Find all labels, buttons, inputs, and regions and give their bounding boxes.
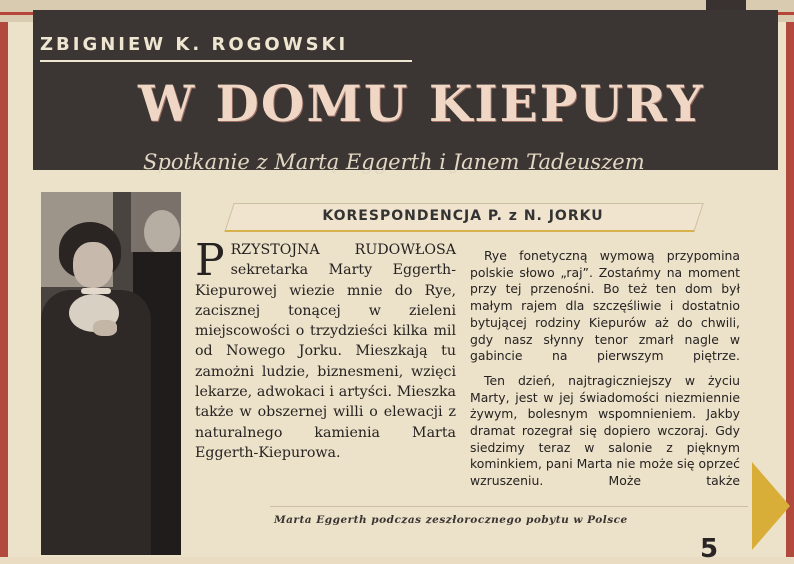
article-subtitle: Spotkanie z Martą Eggerth i Janem Tadeuszem <box>143 150 645 174</box>
top-dark-mark <box>706 0 746 10</box>
article-title: W DOMU KIEPURY <box>138 74 705 133</box>
caption-divider <box>270 506 748 507</box>
photo-hand <box>93 320 117 336</box>
left-red-border <box>0 22 8 557</box>
article-column-right <box>470 248 740 490</box>
drop-cap: P <box>195 235 225 286</box>
photo-caption: Marta Eggerth podczas zeszłorocznego pobytu w Polsce <box>274 514 628 526</box>
article-photo <box>41 192 181 555</box>
section-banner: KORESPONDENCJA P. z N. JORKU <box>322 208 604 224</box>
continue-arrow-icon <box>752 462 790 550</box>
article-column-left <box>195 235 456 463</box>
photo-woman-face <box>73 242 113 288</box>
author-name: ZBIGNIEW K. ROGOWSKI <box>40 34 349 55</box>
photo-man-head <box>144 210 180 254</box>
left-column-text: RZYSTOJNA RUDOWŁOSA sekretarka Marty Eggerth-Kiepurowej wiezie mnie do Rye, zacisznej tonącej w zieleni miejscowości o trzydzieści kilka mil od Nowego Jorku. Mieszkają tu zamożni ludzie, biznesmeni, wzięci lekarze, adwokaci i artyści. Mieszka także w obszernej willi o elewacji z naturalnego kamienia Marta Eggerth-Kiepurowa. <box>195 242 456 461</box>
author-underline <box>40 60 412 62</box>
right-column-paragraph-1: Rye fonetyczną wymową przypomina polskie słowo „raj”. Zostańmy na moment przy tej przenośni. Bo też ten dom był małym rajem dla szczęśliwie i dostatnio bytującej rodziny Kiepurów aż do chwili, gdy nasz słynny tenor zmarł nagle w gabincie na pierwszym piętrze. <box>470 248 740 364</box>
page-number: 5 <box>700 534 719 564</box>
right-column-paragraph-2: Ten dzień, najtragiczniejszy w życiu Marty, jest w jej świadomości niezmiennie żywym, bolesnym wspomnieniem. Jakby dramat rozegrał się dopiero wczoraj. Gdy siedzimy teraz w salonie z pięknym kominkiem, pani Marta nie może się oprzeć wzruszeniu. Może także <box>470 372 740 489</box>
